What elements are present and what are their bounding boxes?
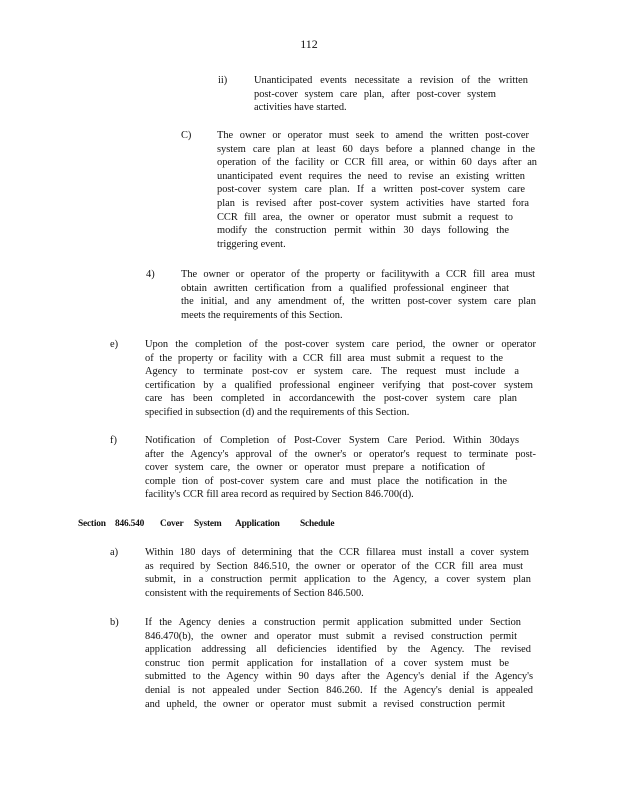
- text-line: submitted to the Agency within 90 days after the Agency's denial if the Agency's: [145, 671, 533, 683]
- paragraph-text: [254, 74, 528, 115]
- text-line: specified in subsection (d) and the requirements of this Section.: [145, 406, 410, 418]
- page-number: 112: [300, 37, 318, 51]
- text-line: The owner or operator of the property or facilitywith a CCR fill area must: [181, 269, 535, 280]
- text-line: triggering event.: [217, 238, 286, 250]
- paragraph-text: [145, 434, 536, 502]
- text-line: operation of the facility or CCR fill area, or within 60 days after an: [217, 157, 537, 169]
- paragraph-label: a): [110, 547, 119, 558]
- text-line: and upheld, the owner or operator must submit a revised construction permit: [145, 698, 505, 710]
- text-line: meets the requirements of this Section.: [181, 309, 343, 321]
- text-line: Upon the completion of the post-cover system care period, the owner or operator: [145, 339, 536, 350]
- text-line: the initial, and any amendment of, the written post-cover system care plan: [181, 296, 536, 308]
- section-word: Section: [78, 519, 106, 529]
- section-title-word: Cover: [160, 519, 184, 529]
- text-line: construc tion permit application for installation of a cover system must be: [145, 657, 509, 669]
- paragraph-label: b): [110, 617, 119, 628]
- text-line: of the property or facility with a CCR fill area must submit a request to the: [145, 352, 503, 364]
- text-line: after the Agency's approval of the owner's or operator's request to terminate post-: [145, 448, 536, 460]
- section-title-word: Application: [235, 519, 280, 529]
- paragraph-label: C): [181, 130, 192, 141]
- text-line: denial is not appealed under Section 846.260. If the Agency's denial is appealed: [145, 684, 533, 696]
- text-line: obtain awritten certification from a qualified professional engineer that: [181, 282, 509, 294]
- text-line: post-cover system care plan, after post-cover system: [254, 88, 496, 100]
- text-line: as required by Section 846.510, the owner or operator of the CCR fill area must: [145, 560, 523, 572]
- paragraph-text: [217, 129, 537, 251]
- text-line: The owner or operator must seek to amend the written post-cover: [217, 130, 529, 141]
- text-line: comple tion of post-cover system care and must place the notification in the: [145, 475, 507, 487]
- text-line: cover system care, the owner or operator must prepare a notification of: [145, 462, 485, 474]
- paragraph-label: e): [110, 339, 119, 350]
- text-line: 846.470(b), the owner and operator must submit a revised construction permit: [145, 630, 517, 642]
- text-line: facility's CCR fill area record as required by Section 846.700(d).: [145, 489, 414, 501]
- text-line: system care plan at least 60 days before a planned change in the: [217, 143, 535, 155]
- paragraph-label: f): [110, 435, 117, 446]
- text-line: CCR fill area, the owner or operator must submit a request to: [217, 211, 513, 223]
- section-title-word: Schedule: [300, 519, 335, 529]
- text-line: care has been completed in accordancewith the post-cover system care plan: [145, 393, 517, 405]
- text-line: plan is revised after post-cover system activities have started fora: [217, 197, 529, 209]
- text-line: If the Agency denies a construction permit application submitted under Section: [145, 617, 521, 628]
- section-number: 846.540: [115, 519, 145, 529]
- paragraph-label: ii): [218, 75, 228, 86]
- text-line: Agency to terminate post-cov er system care. The request must include a: [145, 366, 519, 378]
- text-line: Unanticipated events necessitate a revision of the written: [254, 75, 528, 86]
- text-line: unanticipated event requires the need to revise an existing written: [217, 170, 525, 182]
- text-line: post-cover system care plan. If a written post-cover system care: [217, 184, 525, 196]
- text-line: Within 180 days of determining that the CCR fillarea must install a cover system: [145, 547, 529, 558]
- paragraph-label: 4): [146, 269, 155, 280]
- paragraph-text: [145, 616, 533, 711]
- text-line: activities have started.: [254, 102, 347, 114]
- text-line: modify the construction permit within 30 days following the: [217, 225, 509, 237]
- section-title-word: System: [194, 519, 222, 529]
- paragraph-text: [145, 338, 536, 420]
- text-line: Notification of Completion of Post-Cover System Care Period. Within 30days: [145, 435, 519, 446]
- paragraph-text: [145, 546, 531, 600]
- text-line: application addressing all deficiencies identified by the Agency. The revised: [145, 644, 531, 656]
- text-line: certification by a qualified professional engineer verifying that post-cover system: [145, 379, 533, 391]
- paragraph-text: [181, 268, 536, 322]
- text-line: consistent with the requirements of Section 846.500.: [145, 587, 364, 599]
- text-line: submit, in a construction permit application to the Agency, a cover system plan: [145, 574, 531, 586]
